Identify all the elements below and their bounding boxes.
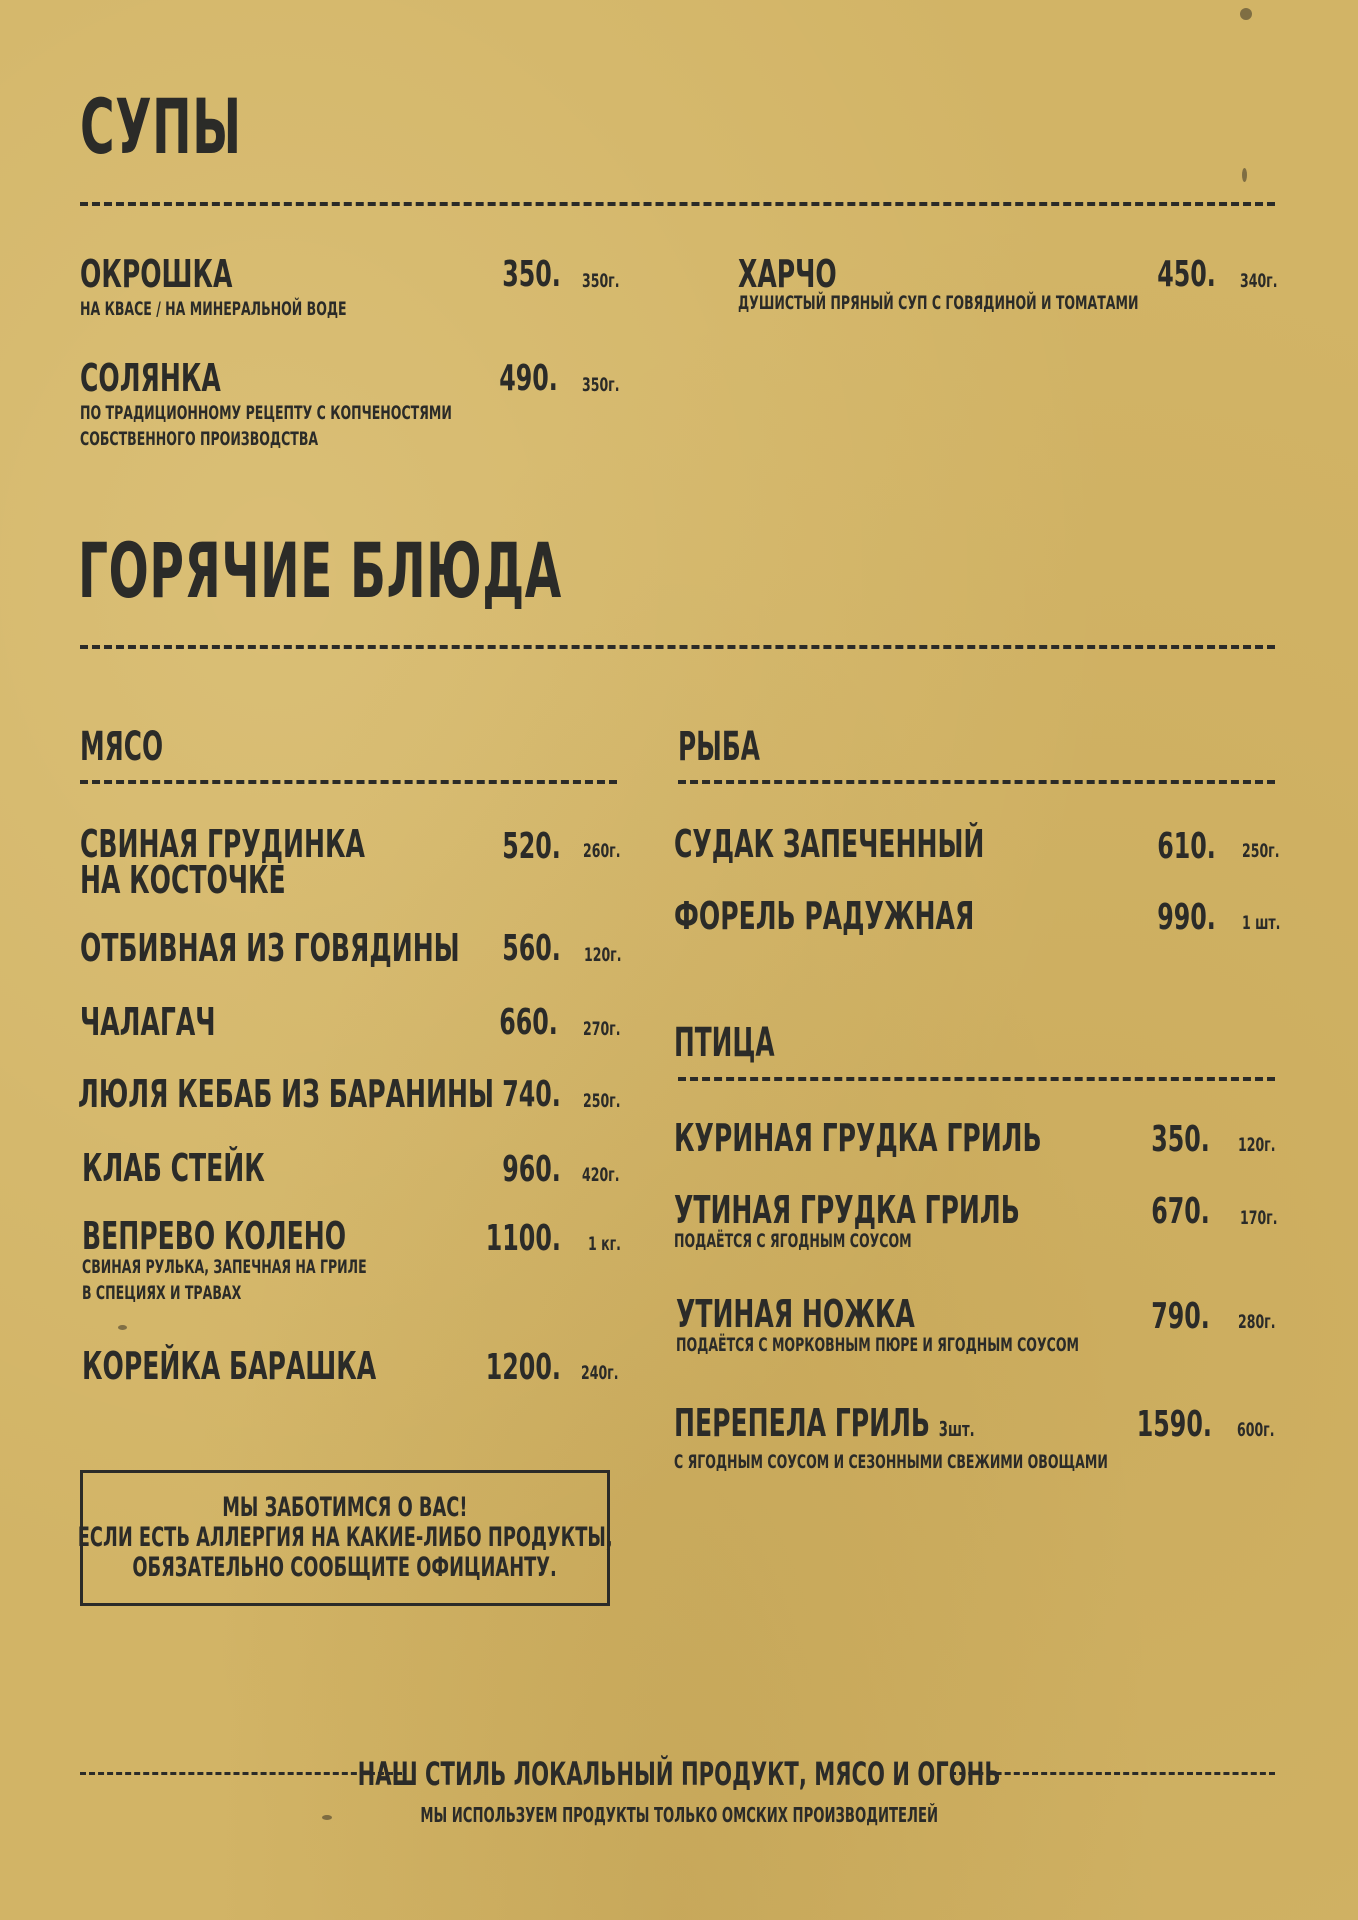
footer-note: [0, 1803, 1358, 1827]
paper-speck: [1240, 8, 1252, 20]
footer-slogan-text: НАШ СТИЛЬ ЛОКАЛЬНЫЙ ПРОДУКТ, МЯСО И ОГОНЬ: [357, 1755, 1001, 1793]
item-weight: 350г.: [582, 270, 620, 292]
item-name: ФОРЕЛЬ РАДУЖНАЯ: [674, 894, 975, 938]
item-name: КУРИНАЯ ГРУДКА ГРИЛЬ: [674, 1116, 1042, 1160]
item-weight: 250г.: [1242, 840, 1280, 862]
item-price: 1200.: [485, 1347, 561, 1388]
item-price: 1100.: [485, 1218, 561, 1259]
item-description: ПО ТРАДИЦИОННОМУ РЕЦЕПТУ С КОПЧЕНОСТЯМИ: [80, 402, 452, 424]
item-weight: 240г.: [581, 1362, 619, 1384]
menu-item: [80, 822, 512, 902]
item-weight: 1 кг.: [588, 1233, 621, 1255]
item-weight: 250г.: [583, 1090, 621, 1112]
item-price: 670.: [1151, 1191, 1210, 1232]
menu-item: [674, 1188, 1198, 1254]
item-weight: 120г.: [1238, 1134, 1276, 1156]
item-price: 350.: [502, 254, 561, 295]
item-weight: 120г.: [584, 944, 622, 966]
menu-item: [674, 894, 1129, 938]
notice-line: МЫ ЗАБОТИМСЯ О ВАС!: [222, 1492, 468, 1523]
footer-slogan: [0, 1755, 1358, 1793]
item-name: СОЛЯНКА: [80, 356, 221, 400]
item-name: КЛАБ СТЕЙК: [82, 1146, 265, 1190]
item-name: СВИНАЯ ГРУДИНКА: [80, 822, 365, 866]
item-weight: 420г.: [582, 1164, 620, 1186]
item-weight: 1 шт.: [1242, 912, 1281, 934]
item-price: 450.: [1157, 254, 1216, 295]
item-weight: 350г.: [582, 374, 620, 396]
item-name: ХАРЧО: [738, 252, 837, 296]
paper-speck: [118, 1325, 127, 1330]
item-price: 660.: [499, 1002, 558, 1043]
item-price: 520.: [502, 826, 561, 867]
fish-divider: [678, 780, 1275, 784]
item-name: КОРЕЙКА БАРАШКА: [82, 1344, 377, 1388]
item-weight: 600г.: [1237, 1419, 1275, 1441]
item-weight: 260г.: [583, 840, 621, 862]
item-quantity: 3шт.: [938, 1417, 975, 1441]
item-description: С ЯГОДНЫМ СОУСОМ И СЕЗОННЫМИ СВЕЖИМИ ОВОЩАМИ: [674, 1451, 1108, 1473]
item-name: СУДАК ЗАПЕЧЕННЫЙ: [674, 822, 985, 866]
item-name: НА КОСТОЧКЕ: [80, 858, 286, 902]
menu-item: [80, 926, 655, 970]
item-price: 490.: [499, 358, 558, 399]
item-price: 790.: [1151, 1296, 1210, 1337]
item-name: ВЕПРЕВО КОЛЕНО: [82, 1214, 347, 1258]
soups-divider: [80, 202, 1275, 206]
hot-dishes-divider: [80, 645, 1275, 649]
item-description: НА КВАСЕ / НА МИНЕРАЛЬНОЙ ВОДЕ: [80, 298, 347, 320]
menu-item: [82, 1146, 359, 1190]
item-price: 560.: [502, 928, 561, 969]
item-price: 610.: [1157, 826, 1216, 867]
item-description: В СПЕЦИЯХ И ТРАВАХ: [82, 1282, 242, 1304]
item-name: [674, 1401, 1108, 1447]
item-description: ДУШИСТЫЙ ПРЯНЫЙ СУП С ГОВЯДИНОЙ И ТОМАТАМИ: [738, 292, 1139, 314]
item-name-text: ПЕРЕПЕЛА ГРИЛЬ: [674, 1401, 931, 1445]
menu-item: [80, 252, 484, 322]
item-name: УТИНАЯ ГРУДКА ГРИЛЬ: [674, 1188, 1020, 1232]
meat-title: МЯСО: [80, 724, 164, 770]
item-price: 350.: [1151, 1119, 1210, 1160]
item-price: 990.: [1157, 897, 1216, 938]
item-weight: 340г.: [1240, 270, 1278, 292]
fish-title: РЫБА: [678, 724, 760, 770]
meat-divider: [80, 780, 617, 784]
menu-item: [674, 822, 1144, 866]
menu-item: [80, 1000, 285, 1044]
menu-item: [674, 1401, 1331, 1475]
paper-speck: [1242, 168, 1247, 182]
item-description: СОБСТВЕННОГО ПРОИЗВОДСТВА: [80, 428, 319, 450]
menu-item: [80, 356, 643, 452]
item-name: ОКРОШКА: [80, 252, 233, 296]
menu-item: [82, 1214, 513, 1306]
item-name: УТИНАЯ НОЖКА: [676, 1292, 915, 1336]
item-name: ЛЮЛЯ КЕБАБ ИЗ БАРАНИНЫ: [78, 1072, 494, 1116]
notice-line: ОБЯЗАТЕЛЬНО СООБЩИТЕ ОФИЦИАНТУ.: [132, 1552, 558, 1583]
hot-dishes-title: ГОРЯЧИЕ БЛЮДА: [78, 526, 562, 615]
item-weight: 170г.: [1240, 1207, 1278, 1229]
poultry-divider: [678, 1077, 1275, 1081]
item-name: ОТБИВНАЯ ИЗ ГОВЯДИНЫ: [80, 926, 460, 970]
allergy-notice: [77, 1470, 613, 1606]
menu-item: [674, 1116, 1231, 1160]
footer-note-text: МЫ ИСПОЛЬЗУЕМ ПРОДУКТЫ ТОЛЬКО ОМСКИХ ПРОИЗВОДИТЕЛЕЙ: [420, 1803, 938, 1827]
notice-line: ЕСЛИ ЕСТЬ АЛЛЕРГИЯ НА КАКИЕ-ЛИБО ПРОДУКТЫ,: [77, 1522, 613, 1553]
item-description: ПОДАЁТСЯ С МОРКОВНЫМ ПЮРЕ И ЯГОДНЫМ СОУСОМ: [676, 1334, 1079, 1356]
item-name: ЧАЛАГАЧ: [80, 1000, 216, 1044]
item-price: 740.: [502, 1074, 561, 1115]
item-price: 960.: [502, 1149, 561, 1190]
item-price: 1590.: [1136, 1404, 1212, 1445]
item-weight: 280г.: [1238, 1311, 1276, 1333]
item-description: СВИНАЯ РУЛЬКА, ЗАПЕЧНАЯ НА ГРИЛЕ: [82, 1256, 367, 1278]
item-weight: 270г.: [583, 1018, 621, 1040]
poultry-title: ПТИЦА: [674, 1020, 775, 1066]
soups-title: СУПЫ: [80, 82, 242, 171]
item-description: ПОДАЁТСЯ С ЯГОДНЫМ СОУСОМ: [674, 1230, 912, 1252]
